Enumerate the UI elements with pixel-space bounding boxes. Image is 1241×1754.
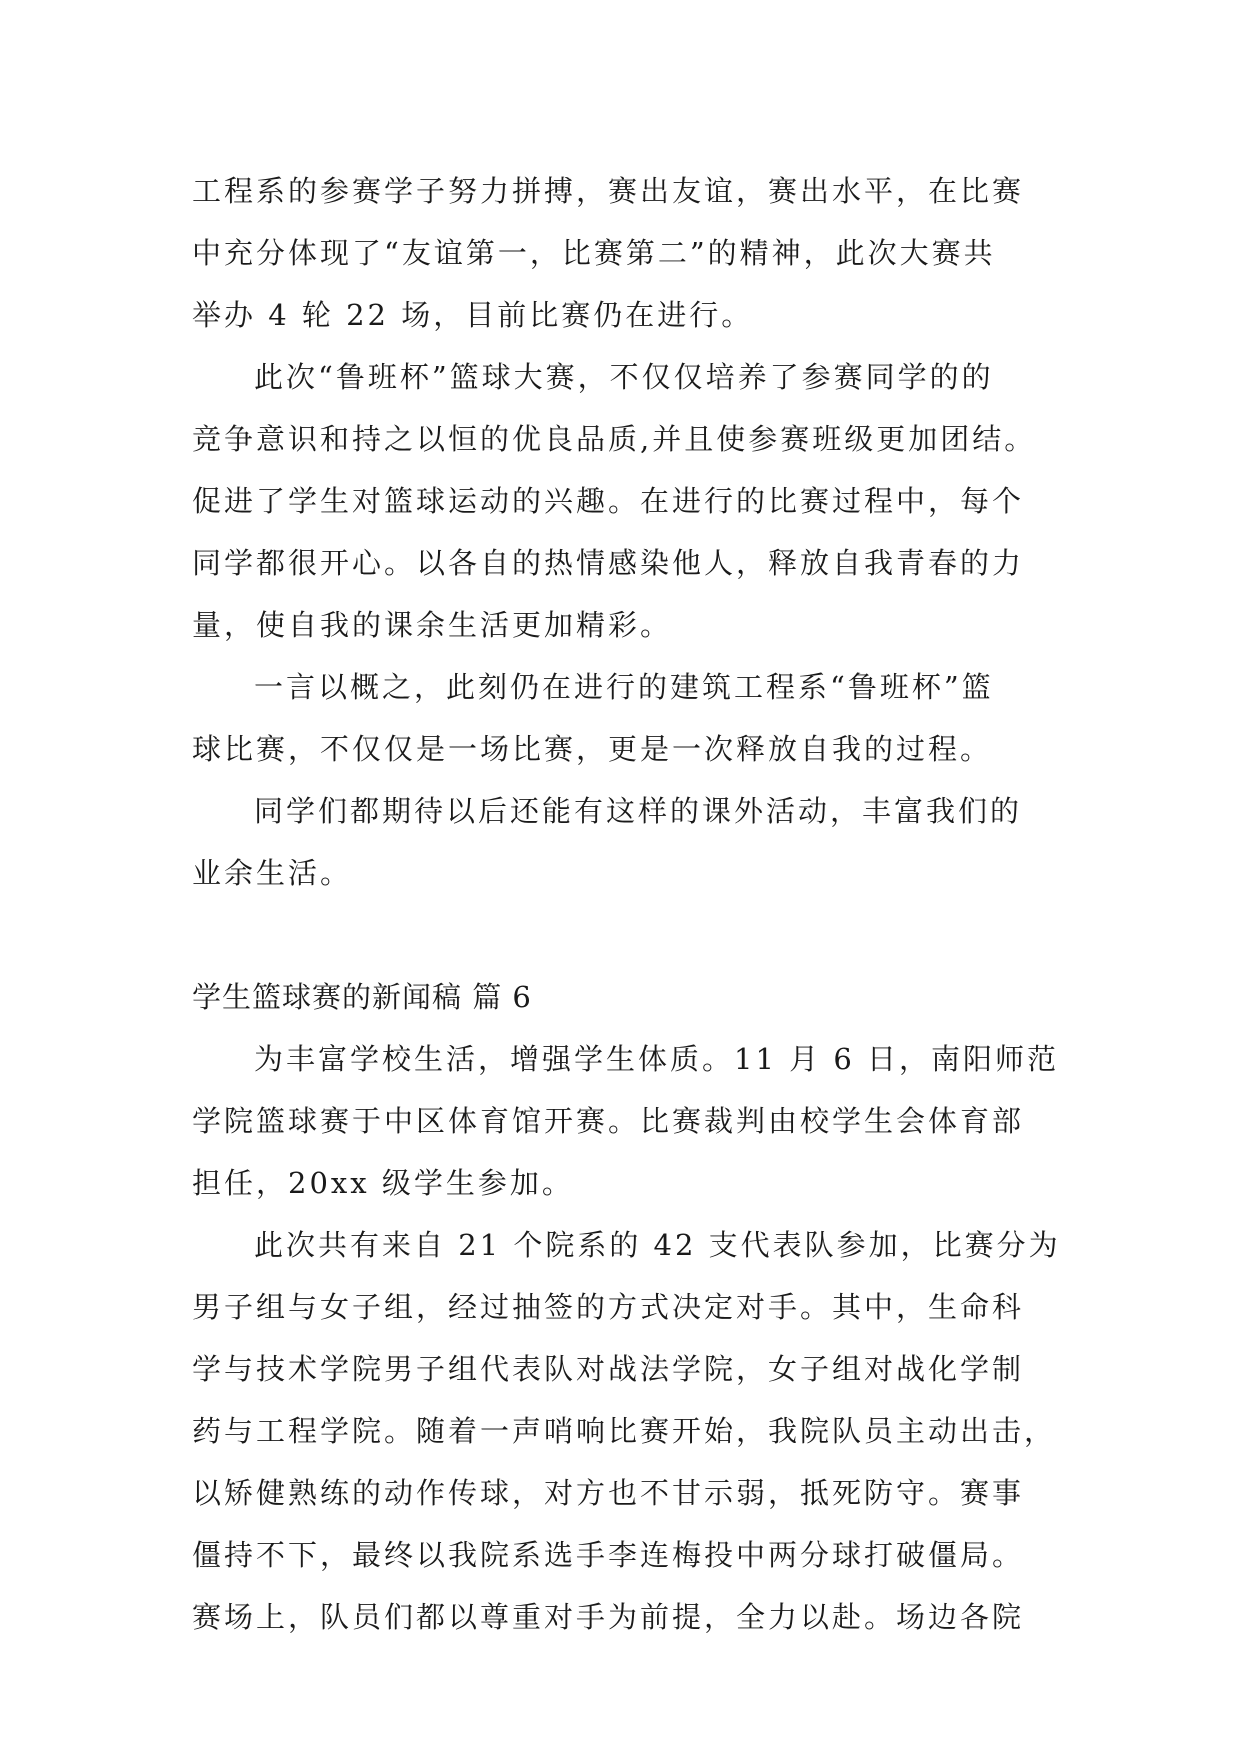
- paragraph: [192, 160, 1052, 346]
- text-line: 学院篮球赛于中区体育馆开赛。比赛裁判由校学生会体育部: [192, 1104, 1025, 1138]
- section-spacer: [192, 904, 1052, 966]
- text-line: 药与工程学院。随着一声哨响比赛开始，我院队员主动出击，: [192, 1414, 1057, 1448]
- text-line: 中充分体现了“友谊第一，比赛第二”的精神，此次大赛共: [192, 236, 996, 270]
- text-line: 促进了学生对篮球运动的兴趣。在进行的比赛过程中，每个: [192, 484, 1025, 518]
- text-line: 僵持不下，最终以我院系选手李连梅投中两分球打破僵局。: [192, 1538, 1025, 1572]
- text-line: 以矫健熟练的动作传球，对方也不甘示弱，抵死防守。赛事: [192, 1476, 1025, 1510]
- text-line: 球比赛，不仅仅是一场比赛，更是一次释放自我的过程。: [192, 732, 993, 766]
- text-line: 工程系的参赛学子努力拼搏，赛出友谊，赛出水平，在比赛: [192, 174, 1025, 208]
- text-line: 赛场上，队员们都以尊重对手为前提，全力以赴。场边各院: [192, 1600, 1025, 1634]
- paragraph: [192, 1214, 1061, 1648]
- text-line: 同学都很开心。以各自的热情感染他人，释放自我青春的力: [192, 546, 1025, 580]
- text-line: 一言以概之，此刻仍在进行的建筑工程系“鲁班杯”篮: [254, 670, 994, 704]
- text-line: 举办 4 轮 22 场，目前比赛仍在进行。: [192, 298, 754, 332]
- paragraph: [192, 1028, 1060, 1214]
- text-line: 此次“鲁班杯”篮球大赛，不仅仅培养了参赛同学的的: [254, 360, 994, 394]
- text-line: 同学们都期待以后还能有这样的课外活动，丰富我们的: [254, 794, 1023, 828]
- text-line: 学与技术学院男子组代表队对战法学院，女子组对战化学制: [192, 1352, 1025, 1386]
- text-line: 竞争意识和持之以恒的优良品质,并且使参赛班级更加团结。: [192, 422, 1037, 456]
- section-heading: 学生篮球赛的新闻稿 篇 6: [192, 980, 532, 1014]
- text-line: 此次共有来自 21 个院系的 42 支代表队参加，比赛分为: [254, 1228, 1061, 1262]
- paragraph: [192, 656, 1052, 780]
- text-line: 担任，20xx 级学生参加。: [192, 1166, 574, 1200]
- text-line: 业余生活。: [192, 856, 353, 890]
- document-body: [192, 160, 1061, 1648]
- paragraph: [192, 346, 1052, 656]
- text-line: 为丰富学校生活，增强学生体质。11 月 6 日，南阳师范: [254, 1042, 1060, 1076]
- paragraph: [192, 780, 1052, 904]
- text-line: 量，使自我的课余生活更加精彩。: [192, 608, 673, 642]
- text-line: 男子组与女子组，经过抽签的方式决定对手。其中，生命科: [192, 1290, 1025, 1324]
